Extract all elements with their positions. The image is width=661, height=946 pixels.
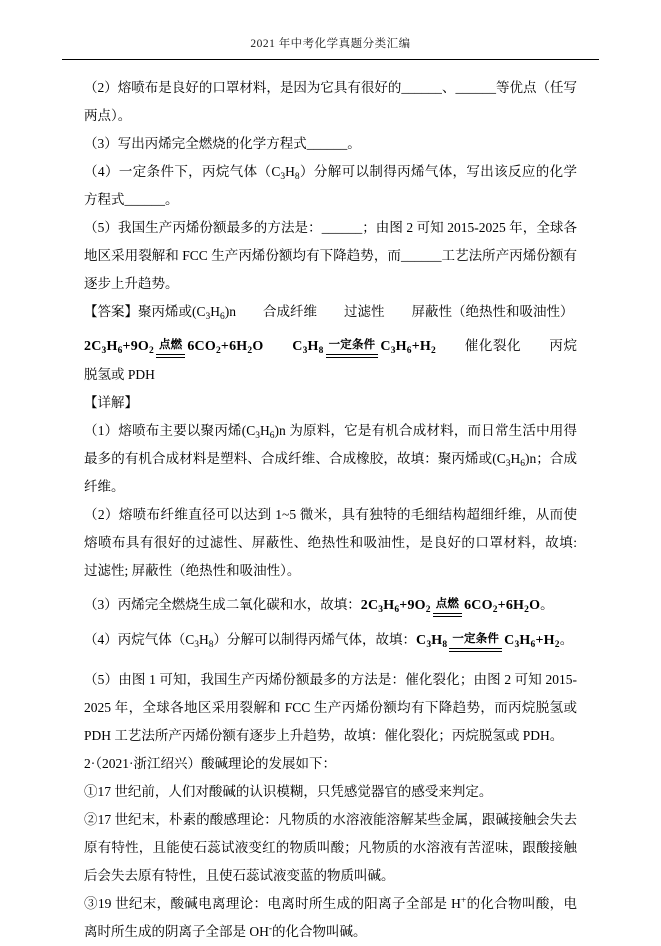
analysis-item-2: （2）熔喷布纤维直径可以达到 1~5 微米，具有独特的毛细结构超细纤维，从而使熔喷布具有很好的过滤性、屏蔽性、绝热性和吸油性，是良好的口罩材料，故填: 过滤性; 屏蔽性（绝热性和吸油性）。 — [84, 507, 577, 578]
analysis-item-5: （5）由图 1 可知，我国生产丙烯份额最多的方法是：催化裂化；由图 2 可知 2015-2025 年，全球各地区采用裂解和 FCC 生产丙烯份额均有下降趋势，而丙烷脱氢或 PDH 工艺法所产丙烯份额有逐步上升趋势，故填：催化裂化；丙烷脱氢或 PDH。 — [84, 672, 577, 743]
answer-line: 【答案】聚丙烯或$(C_3H_6)n$ 合成纤维 过滤性 屏蔽性（绝热性和吸油性） — [84, 304, 574, 322]
theory-point-2: ②17 世纪末，朴素的酸感理论：凡物质的水溶液能溶解某些金属，跟碱接触会失去原有特性，且能使石蕊试液变红的物质叫酸；凡物质的水溶液有苦涩味，跟酸接触后会失去原有特性，且使石蕊试液变蓝的物质叫碱。 — [84, 812, 577, 883]
answer-equations: $2C_3H_6+9O_2$ 点燃 $6CO_2+6H_2O$ $C_3H_8$ 一定条件 $C_3H_6+H_2$ 催化裂化 丙烷脱氢或 PDH — [84, 338, 578, 382]
question-4: （4）一定条件下，丙烷气体$(C_3H_8)$分解可以制得丙烯气体，写出该反应的化学方程式______。 — [84, 164, 577, 207]
question-5: （5）我国生产丙烯份额最多的方法是：______；由图 2 可知 2015-2025 年，全球各地区采用裂解和 FCC 生产丙烯份额均有下降趋势，而______工艺法所产丙烯份额有逐步上升趋势。 — [84, 220, 577, 291]
theory-point-3: ③19 世纪末，酸碱电离理论：电离时所生成的阳离子全部是 H+的化合物叫酸，电离时所生成的阴离子全部是 OH-的化合物叫碱。 — [84, 896, 578, 939]
page-header — [62, 0, 599, 60]
question-3: （3）写出丙烯完全燃烧的化学方程式______。 — [84, 136, 361, 151]
question-2: （2）熔喷布是良好的口罩材料，是因为它具有很好的______、______等优点（任写两点）。 — [84, 80, 577, 123]
analysis-item-1: （1）熔喷布主要以聚丙烯$(C_3H_6)n$ 为原料，它是有机合成材料，而日常生活中用得最多的有机合成材料是塑料、合成纤维、合成橡胶，故填：聚丙烯或$(C_3H_6)n$；合成纤维。 — [84, 423, 577, 494]
analysis-heading: 【详解】 — [84, 395, 138, 410]
analysis-item-4: （4）丙烷气体$(C_3H_8)$分解可以制得丙烯气体，故填：$C_3H_8$ 一定条件 $C_3H_6+H_2$。 — [84, 632, 574, 650]
theory-point-1: ①17 世纪前，人们对酸碱的认识模糊，只凭感觉器官的感受来判定。 — [84, 784, 493, 799]
analysis-item-3: （3）丙烯完全燃烧生成二氧化碳和水，故填：$2C_3H_6+9O_2$ 点燃 $6CO_2+6H_2O$。 — [84, 597, 554, 615]
problem-2-heading: 2·（2021·浙江绍兴）酸碱理论的发展如下： — [84, 756, 336, 771]
page-header-title: 2021 年中考化学真题分类汇编 — [250, 38, 411, 50]
document-content — [0, 60, 661, 946]
